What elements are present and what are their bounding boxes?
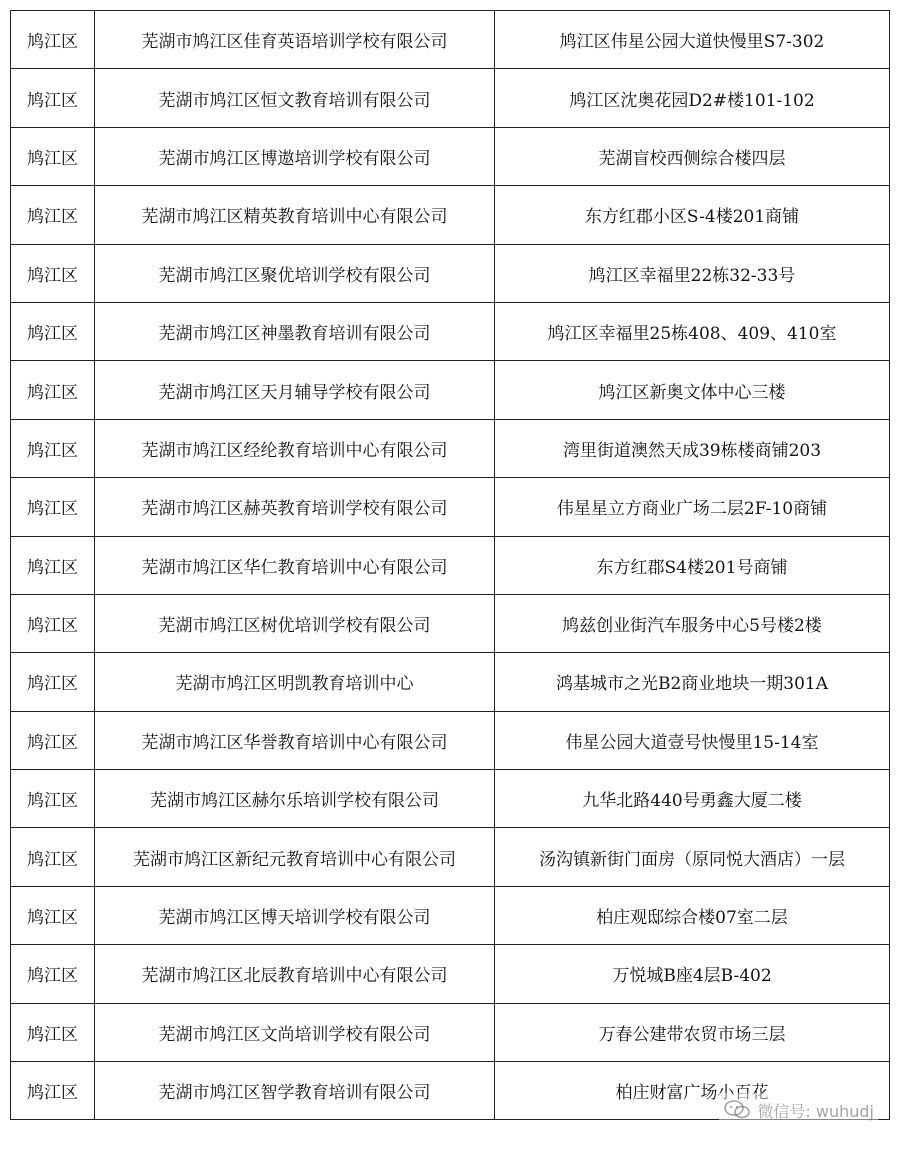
table-row — [11, 1003, 890, 1061]
institution-name-cell: 芜湖市鸠江区文尚培训学校有限公司 — [95, 1003, 495, 1061]
address-cell: 芜湖盲校西侧综合楼四层 — [495, 127, 890, 185]
institution-name-cell: 芜湖市鸠江区赫英教育培训学校有限公司 — [95, 478, 495, 536]
table-row — [11, 536, 890, 594]
address-cell: 汤沟镇新街门面房（原同悦大酒店）一层 — [495, 828, 890, 886]
address-cell: 东方红郡S4楼201号商铺 — [495, 536, 890, 594]
address-cell: 鸠江区幸福里22栋32-33号 — [495, 244, 890, 302]
district-cell: 鸠江区 — [11, 69, 95, 127]
district-cell: 鸠江区 — [11, 653, 95, 711]
address-cell: 鸠江区沈奥花园D2#楼101-102 — [495, 69, 890, 127]
institution-name-cell: 芜湖市鸠江区智学教育培训有限公司 — [95, 1062, 495, 1120]
institution-name-cell: 芜湖市鸠江区博天培训学校有限公司 — [95, 886, 495, 944]
institution-name-cell: 芜湖市鸠江区华誉教育培训中心有限公司 — [95, 711, 495, 769]
institution-name-cell: 芜湖市鸠江区精英教育培训中心有限公司 — [95, 186, 495, 244]
district-cell: 鸠江区 — [11, 1062, 95, 1120]
district-cell: 鸠江区 — [11, 11, 95, 69]
address-cell: 万春公建带农贸市场三层 — [495, 1003, 890, 1061]
institution-name-cell: 芜湖市鸠江区赫尔乐培训学校有限公司 — [95, 770, 495, 828]
table-row — [11, 594, 890, 652]
table-row — [11, 186, 890, 244]
table-row — [11, 653, 890, 711]
table-row — [11, 302, 890, 360]
table-row — [11, 11, 890, 69]
institution-name-cell: 芜湖市鸠江区明凯教育培训中心 — [95, 653, 495, 711]
institution-name-cell: 芜湖市鸠江区佳育英语培训学校有限公司 — [95, 11, 495, 69]
wechat-watermark — [719, 1093, 878, 1127]
institution-name-cell: 芜湖市鸠江区聚优培训学校有限公司 — [95, 244, 495, 302]
district-cell: 鸠江区 — [11, 711, 95, 769]
district-cell: 鸠江区 — [11, 419, 95, 477]
table-row — [11, 419, 890, 477]
district-cell: 鸠江区 — [11, 770, 95, 828]
district-cell: 鸠江区 — [11, 302, 95, 360]
address-cell: 东方红郡小区S-4楼201商铺 — [495, 186, 890, 244]
table-row — [11, 828, 890, 886]
address-cell: 柏庄财富广场小百花 — [495, 1062, 890, 1120]
institution-name-cell: 芜湖市鸠江区新纪元教育培训中心有限公司 — [95, 828, 495, 886]
address-cell: 伟星星立方商业广场二层2F-10商铺 — [495, 478, 890, 536]
district-cell: 鸠江区 — [11, 478, 95, 536]
address-cell: 鸠江区新奥文体中心三楼 — [495, 361, 890, 419]
address-cell: 鸿基城市之光B2商业地块一期301A — [495, 653, 890, 711]
address-cell: 柏庄观邸综合楼07室二层 — [495, 886, 890, 944]
address-cell: 湾里街道澳然天成39栋楼商铺203 — [495, 419, 890, 477]
address-cell: 鸠江区幸福里25栋408、409、410室 — [495, 302, 890, 360]
institution-name-cell: 芜湖市鸠江区北辰教育培训中心有限公司 — [95, 945, 495, 1003]
table-row — [11, 69, 890, 127]
institution-name-cell: 芜湖市鸠江区天月辅导学校有限公司 — [95, 361, 495, 419]
district-cell: 鸠江区 — [11, 244, 95, 302]
training-institution-table — [10, 10, 890, 1120]
address-cell: 万悦城B座4层B-402 — [495, 945, 890, 1003]
table-row — [11, 361, 890, 419]
institution-name-cell: 芜湖市鸠江区恒文教育培训有限公司 — [95, 69, 495, 127]
table-row — [11, 886, 890, 944]
table-row — [11, 945, 890, 1003]
district-cell: 鸠江区 — [11, 594, 95, 652]
table-body — [11, 11, 890, 1120]
watermark-text: 微信号: wuhudj — [757, 1101, 874, 1121]
district-cell: 鸠江区 — [11, 886, 95, 944]
district-cell: 鸠江区 — [11, 945, 95, 1003]
district-cell: 鸠江区 — [11, 186, 95, 244]
wechat-icon — [723, 1099, 751, 1121]
institution-name-cell: 芜湖市鸠江区博遨培训学校有限公司 — [95, 127, 495, 185]
address-cell: 伟星公园大道壹号快慢里15-14室 — [495, 711, 890, 769]
district-cell: 鸠江区 — [11, 361, 95, 419]
table-row — [11, 478, 890, 536]
table-row — [11, 244, 890, 302]
district-cell: 鸠江区 — [11, 1003, 95, 1061]
district-cell: 鸠江区 — [11, 127, 95, 185]
address-cell: 鸠兹创业街汽车服务中心5号楼2楼 — [495, 594, 890, 652]
institution-name-cell: 芜湖市鸠江区华仁教育培训中心有限公司 — [95, 536, 495, 594]
table-row — [11, 770, 890, 828]
table-row — [11, 711, 890, 769]
institution-name-cell: 芜湖市鸠江区神墨教育培训有限公司 — [95, 302, 495, 360]
table-row — [11, 127, 890, 185]
address-cell: 九华北路440号勇鑫大厦二楼 — [495, 770, 890, 828]
district-cell: 鸠江区 — [11, 536, 95, 594]
institution-name-cell: 芜湖市鸠江区经纶教育培训中心有限公司 — [95, 419, 495, 477]
institution-name-cell: 芜湖市鸠江区树优培训学校有限公司 — [95, 594, 495, 652]
district-cell: 鸠江区 — [11, 828, 95, 886]
address-cell: 鸠江区伟星公园大道快慢里S7-302 — [495, 11, 890, 69]
